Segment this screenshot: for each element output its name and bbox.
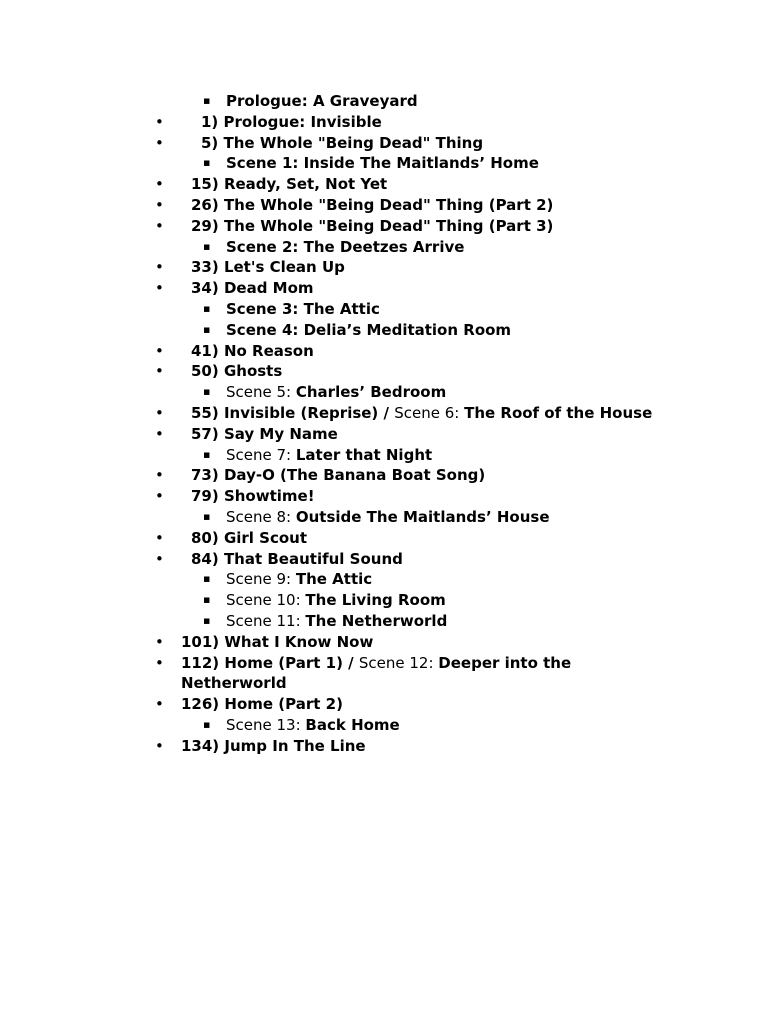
- list-item-text: [0, 113, 382, 131]
- round-bullet-icon: •: [155, 362, 164, 381]
- song-list-item: [0, 278, 768, 299]
- text-run: 134) Jump In The Line: [181, 736, 366, 755]
- song-list-item: [0, 465, 768, 486]
- square-bullet-icon: ▪: [203, 593, 211, 607]
- text-run: Later that Night: [295, 445, 433, 464]
- list-item-text: [0, 654, 571, 672]
- song-list-item: [0, 257, 768, 278]
- list-item-text: [0, 633, 373, 651]
- round-bullet-icon: •: [155, 653, 164, 672]
- round-bullet-icon: •: [155, 736, 164, 755]
- round-bullet-icon: •: [155, 258, 164, 277]
- square-bullet-icon: ▪: [203, 385, 211, 399]
- text-run: 1) Prologue: Invisible: [201, 112, 382, 131]
- song-list-item: [0, 112, 768, 133]
- list-item-text: [0, 446, 432, 464]
- text-run: Scene 11:: [226, 611, 306, 630]
- square-bullet-icon: ▪: [203, 239, 211, 253]
- text-run: 57) Say My Name: [191, 424, 338, 443]
- scene-list-item: [0, 299, 768, 320]
- scene-list-item: [0, 590, 768, 611]
- round-bullet-icon: •: [155, 216, 164, 235]
- list-item-text: [0, 300, 380, 318]
- scene-list-item: [0, 91, 768, 112]
- scene-list-item: [0, 320, 768, 341]
- list-item-text: [0, 238, 464, 256]
- list-item-text: [0, 550, 403, 568]
- list-item-text: [0, 175, 387, 193]
- text-run: Scene 5:: [226, 383, 296, 402]
- song-list-item: [0, 736, 768, 757]
- round-bullet-icon: •: [155, 175, 164, 194]
- round-bullet-icon: •: [155, 195, 164, 214]
- scene-list-item: [0, 507, 768, 528]
- text-run: 126) Home (Part 2): [181, 695, 343, 714]
- square-bullet-icon: ▪: [203, 94, 211, 107]
- square-bullet-icon: ▪: [203, 613, 211, 627]
- song-list-item: [0, 424, 768, 445]
- song-list-item: [0, 216, 768, 237]
- text-run: The Living Room: [305, 591, 446, 610]
- text-run: 55) Invisible (Reprise) /: [191, 403, 395, 422]
- text-run: 73) Day-O (The Banana Boat Song): [191, 466, 486, 485]
- list-item-text: [0, 383, 446, 401]
- text-run: Scene 4: Delia’s Meditation Room: [226, 320, 512, 339]
- square-bullet-icon: ▪: [203, 509, 211, 523]
- list-item-text: [0, 716, 400, 734]
- text-run: The Roof of the House: [464, 403, 653, 422]
- list-item-text: [0, 362, 282, 380]
- song-list-item: [0, 549, 768, 570]
- list-item-text: [0, 321, 511, 339]
- round-bullet-icon: •: [155, 528, 164, 547]
- song-list-item: [0, 694, 768, 715]
- text-run: 41) No Reason: [191, 341, 314, 360]
- text-run: Scene 7:: [226, 445, 296, 464]
- square-bullet-icon: ▪: [203, 301, 211, 315]
- square-bullet-icon: ▪: [203, 717, 211, 731]
- square-bullet-icon: ▪: [203, 572, 211, 586]
- text-run: 26) The Whole "Being Dead" Thing (Part 2): [191, 195, 554, 214]
- scene-song-list: [0, 91, 768, 757]
- list-item-text: [0, 591, 446, 609]
- text-run: The Netherworld: [305, 611, 448, 630]
- text-run: Scene 10:: [226, 591, 306, 610]
- list-item-text: [0, 737, 366, 755]
- text-run: Scene 2: The Deetzes Arrive: [226, 237, 465, 256]
- text-run: Prologue: A Graveyard: [226, 92, 418, 110]
- list-item-text: [0, 508, 550, 526]
- text-run: Scene 1: Inside The Maitlands’ Home: [226, 154, 539, 173]
- list-item-text: [0, 529, 307, 547]
- song-list-item: [0, 653, 768, 695]
- round-bullet-icon: •: [155, 695, 164, 714]
- song-list-item: [0, 133, 768, 154]
- text-run: Scene 9:: [226, 570, 296, 589]
- song-list-item: [0, 528, 768, 549]
- square-bullet-icon: ▪: [203, 322, 211, 336]
- text-run: 34) Dead Mom: [191, 279, 314, 298]
- round-bullet-icon: •: [155, 466, 164, 485]
- song-list-item: [0, 632, 768, 653]
- text-run: The Attic: [295, 570, 373, 589]
- text-run: Scene 12:: [358, 653, 439, 672]
- song-list-item: [0, 403, 768, 424]
- round-bullet-icon: •: [155, 341, 164, 360]
- list-item-text: [0, 466, 485, 484]
- text-run: Charles’ Bedroom: [295, 383, 447, 402]
- text-run: Scene 13:: [226, 715, 306, 734]
- song-list-item: [0, 341, 768, 362]
- text-run: Deeper into the: [438, 653, 572, 672]
- text-run: 101) What I Know Now: [181, 632, 374, 651]
- round-bullet-icon: •: [155, 279, 164, 298]
- round-bullet-icon: •: [155, 549, 164, 568]
- song-list-item: [0, 174, 768, 195]
- list-item-text: [0, 570, 372, 588]
- scene-list-item: [0, 611, 768, 632]
- round-bullet-icon: •: [155, 424, 164, 443]
- text-run: Scene 3: The Attic: [226, 299, 380, 318]
- list-item-text: [0, 196, 553, 214]
- square-bullet-icon: ▪: [203, 447, 211, 461]
- song-list-item: [0, 195, 768, 216]
- round-bullet-icon: •: [155, 632, 164, 651]
- list-item-text: [0, 612, 447, 630]
- text-run: 5) The Whole "Being Dead" Thing: [201, 133, 484, 152]
- list-item-text: [0, 425, 338, 443]
- text-run: 112) Home (Part 1) /: [181, 653, 359, 672]
- text-run: Scene 8:: [226, 507, 296, 526]
- text-run: 79) Showtime!: [191, 487, 315, 506]
- scene-list-item: [0, 569, 768, 590]
- text-run: 33) Let's Clean Up: [191, 258, 345, 277]
- list-item-text: [0, 154, 539, 172]
- text-run: Outside The Maitlands’ House: [295, 507, 550, 526]
- text-run: 50) Ghosts: [191, 362, 283, 381]
- text-run: 29) The Whole "Being Dead" Thing (Part 3): [191, 216, 554, 235]
- round-bullet-icon: •: [155, 133, 164, 152]
- text-run: 84) That Beautiful Sound: [191, 549, 403, 568]
- round-bullet-icon: •: [155, 403, 164, 422]
- text-run: Back Home: [305, 715, 400, 734]
- scene-list-item: [0, 153, 768, 174]
- scene-list-item: [0, 715, 768, 736]
- song-list-item: [0, 361, 768, 382]
- text-run: 80) Girl Scout: [191, 528, 308, 547]
- list-item-text: [0, 695, 343, 713]
- text-run: Scene 6:: [394, 403, 465, 422]
- text-run: Netherworld: [181, 674, 287, 693]
- list-item-text: [0, 217, 553, 235]
- song-list-item: [0, 486, 768, 507]
- round-bullet-icon: •: [155, 487, 164, 506]
- list-item-text: [0, 404, 652, 422]
- square-bullet-icon: ▪: [203, 156, 211, 170]
- scene-list-item: [0, 382, 768, 403]
- list-item-text: [0, 134, 483, 152]
- scene-list-item: [0, 445, 768, 466]
- scene-list-item: [0, 237, 768, 258]
- text-run: 15) Ready, Set, Not Yet: [191, 175, 388, 194]
- list-item-text-continued: [0, 673, 768, 694]
- round-bullet-icon: •: [155, 112, 164, 131]
- list-item-text: [0, 258, 345, 276]
